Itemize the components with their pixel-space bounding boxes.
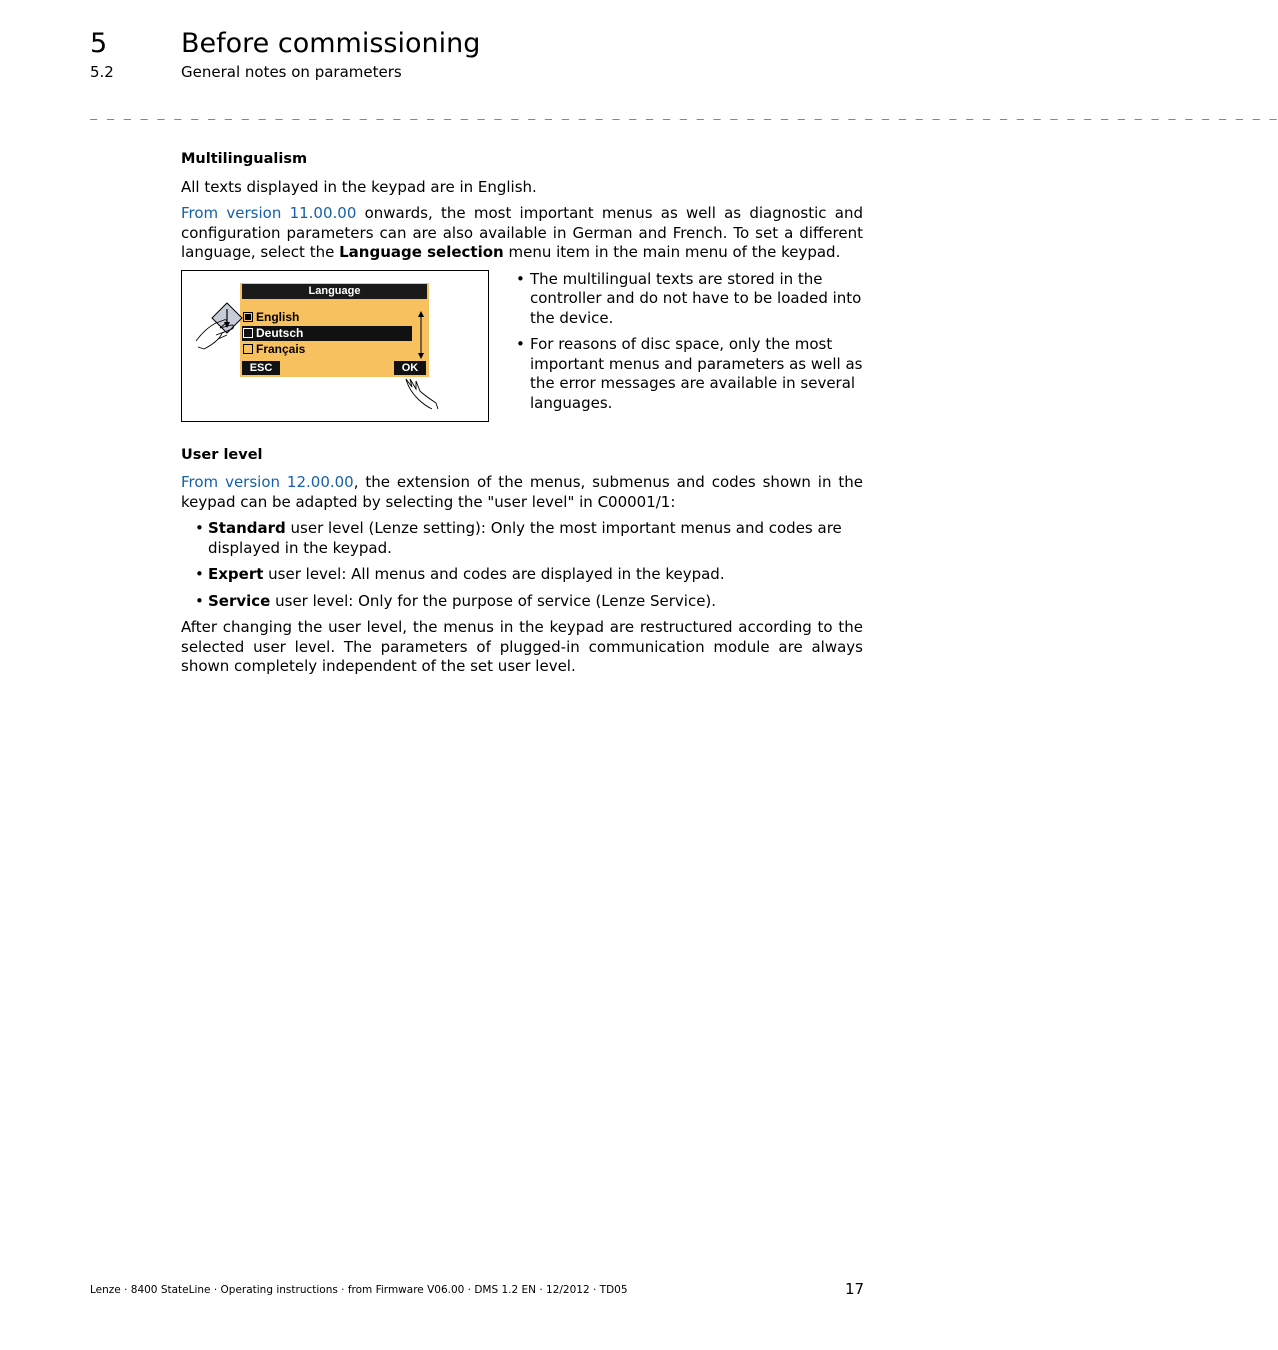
user-level-list — [181, 519, 863, 611]
user-level-paragraph: From version 12.00.00, the extension of the menus, submenus and codes shown in the keypad can be adapted by selecting the "user level" in C00001/1: — [181, 473, 863, 511]
keypad-item-francais: Français — [242, 342, 305, 357]
version-link-12[interactable]: From version 12.00.00 — [181, 473, 354, 491]
scroll-arrows-icon — [416, 311, 426, 359]
heading-user-level: User level — [181, 446, 263, 463]
list-item: • Standard user level (Lenze setting): Only the most important menus and codes are displayed in the keypad. — [181, 519, 863, 558]
section-number: 5.2 — [90, 63, 114, 81]
footer-text: Lenze · 8400 StateLine · Operating instructions · from Firmware V06.00 · DMS 1.2 EN · 12/2012 · TD05 — [90, 1284, 628, 1296]
hand-down-key-icon — [194, 301, 248, 353]
keypad-item-deutsch: Deutsch — [242, 326, 412, 341]
heading-multilingualism: Multilingualism — [181, 151, 308, 167]
version-link-11[interactable]: From version 11.00.00 — [181, 204, 357, 222]
keypad-screen — [240, 283, 429, 377]
header-separator: _ _ _ _ _ _ _ _ _ _ _ _ _ _ _ _ _ _ _ _ _ _ _ _ _ _ _ _ _ _ _ _ _ _ _ _ _ _ _ _ _ _ _ _ _ _ _ _ _ _ _ _ _ _ _ _ _ _ _ _ _ _ _ _ _ _ _ _ _ _ _ — [90, 106, 1278, 120]
hand-ok-key-icon — [402, 375, 442, 411]
chapter-number: 5 — [90, 28, 108, 59]
list-item: • For reasons of disc space, only the most important menus and parameters as well as the error messages are available in several languages. — [516, 335, 863, 413]
keypad-figure — [181, 270, 489, 422]
chapter-title: Before commissioning — [181, 28, 481, 59]
list-item: • The multilingual texts are stored in the controller and do not have to be loaded into the device. — [516, 270, 863, 329]
list-item: • Service user level: Only for the purpose of service (Lenze Service). — [181, 592, 863, 612]
esc-softkey: ESC — [242, 361, 280, 375]
section-title: General notes on parameters — [181, 63, 402, 81]
keypad-title: Language — [242, 284, 427, 299]
language-paragraph: From version 11.00.00 onwards, the most important menus as well as diagnostic and configuration parameters can are also available in German and French. To set a different language, select the Language selection menu item in the main menu of the keypad. — [181, 204, 863, 261]
multilingual-notes — [516, 270, 863, 422]
keypad-item-english: English — [242, 310, 299, 325]
figure-row — [181, 270, 863, 422]
closing-paragraph: After changing the user level, the menus in the keypad are restructured according to the selected user level. The parameters of plugged-in communication module are always shown completely independent of the set user level. — [181, 618, 863, 675]
language-selection-term: Language selection — [339, 243, 504, 261]
intro-paragraph: All texts displayed in the keypad are in English. — [181, 177, 537, 196]
main-content — [181, 150, 863, 684]
list-item: • Expert user level: All menus and codes are displayed in the keypad. — [181, 565, 863, 585]
page-number: 17 — [845, 1280, 865, 1298]
ok-softkey: OK — [394, 361, 426, 375]
